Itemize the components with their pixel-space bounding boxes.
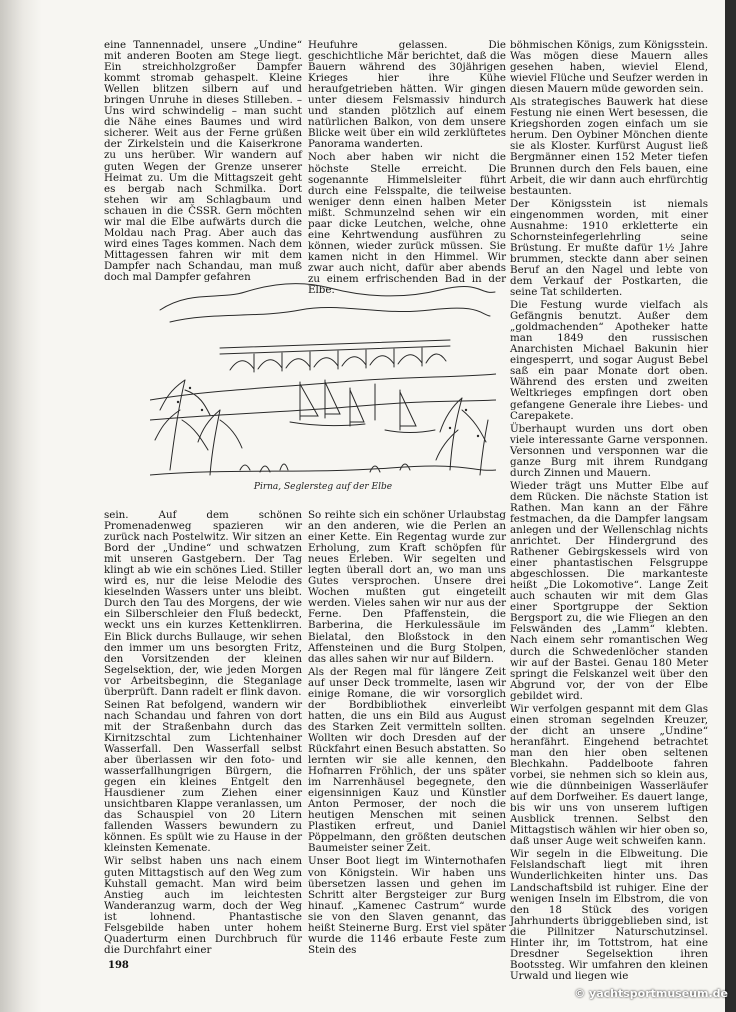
book-gutter <box>0 0 42 1012</box>
column-left-top <box>104 40 302 285</box>
paragraph: Wir verfolgen gespannt mit dem Glas einen stroman segelnden Kreuzer, der dicht an unsere „Undine“ heranfährt. Eingehend betrachtet man den hier oben seltenen Blechkahn. Paddelboote fahren vorbei, sie nehmen sich so klein aus, wie die dünnbeinigen Wasserläufer auf dem Dorfweiher. Es dauert lange, bis wir uns von unserem luftigen Ausblick trennen. Selbst den Mittagstisch wählen wir hier oben so, daß unser Auge weit schweifen kann. <box>510 702 708 848</box>
page-number: 198 <box>108 960 129 971</box>
illustration-pirna <box>150 270 496 492</box>
figure-caption: Pirna, Seglersteg auf der Elbe <box>253 482 393 492</box>
column-middle-top <box>308 40 506 298</box>
paragraph: Unser Boot liegt im Winternothafen von Königstein. Wir haben uns übersetzen lassen und gehen im Schritt alter Bergsteiger zur Burg hinauf. „Kamenec Castrum“ wurde sie von den Slaven genannt, das heißt Steinerne Burg. Erst viel später wurde die 1146 erbaute Feste zum Stein des <box>308 855 506 956</box>
paragraph: Die Festung wurde vielfach als Gefängnis benutzt. Außer dem „goldmachenden“ Apotheker hatte man 1849 den russischen Anarchisten Michael Bakunin hier eingesperrt, und sogar August Bebel saß ein paar Monate dort oben. Während des ersten und zweiten Weltkrieges empfingen dort oben gefangene Generale ihre Liebes- und Carepakete. <box>510 299 708 422</box>
paragraph: eine Tannennadel, unsere „Undine“ mit anderen Booten am Stege liegt. Ein streichholzgroßer Dampfer kommt stromab gehaspelt. Kleine Wellen blitzen silbern auf und bringen Unruhe in dieses Stilleben. – Uns wird schwindelig – man sucht die Nähe eines Baumes und wird sicherer. Weit aus der Ferne grüßen der Zirkelstein und die Kaiserkrone zu uns herüber. Wir wandern auf guten Wegen der Grenze unserer Heimat zu. Um die Mittagszeit geht es bergab nach Schmilka. Dort stehen wir am Schlagbaum und schauen in die ČSSR. Gern möchten wir mal die Elbe aufwärts durch die Moldau nach Prag. Aber auch das wird eines Tages kommen. Nach dem Mittagessen fahren wir mit dem Dampfer nach Schandau, man muß doch mal Dampfer gefahren <box>104 39 302 283</box>
paragraph: Als strategisches Bauwerk hat diese Festung nie einen Wert besessen, die Kriegshorden zogen einfach um sie herum. Den Oybiner Mönchen diente sie als Kloster. Kurfürst August ließ Bergmänner einen 152 Meter tiefen Brunnen durch den Fels bauen, eine Arbeit, die wir dann auch ehrfürchtig bestaunten. <box>510 96 708 197</box>
paragraph: böhmischen Königs, zum Königsstein. Was mögen diese Mauern alles gesehen haben, wieviel Elend, wieviel Flüche und Seufzer werden in diesen Mauern müde geworden sein. <box>510 39 708 96</box>
paragraph: Der Königsstein ist niemals eingenommen worden, mit einer Ausnahme: 1910 erkletterte ein Schornsteinfegerlehrling seine Brüstung. Er mußte dafür 1½ Jahre brummen, steckte dann aber seinen Beruf an den Nagel und lebte von dem Verkauf der Postkarten, die seine Tat schilderten. <box>510 197 708 299</box>
paragraph: Wir selbst haben uns nach einem guten Mittagstisch auf den Weg zum Kuhstall gemacht. Man wird beim Anstieg auch im leichtesten Wanderanzug warm, doch der Weg ist lohnend. Phantastische Felsgebilde haben unter hohem Quaderturm einen Durchbruch für die Durchfahrt einer <box>104 855 302 956</box>
paragraph: sein. Auf dem schönen Promenadenweg spazieren wir zurück nach Postelwitz. Wir sitzen an Bord der „Undine“ und schwatzen mit unseren Gastgebern. Der Tag klingt ab wie ein schönes Lied. Stiller wird es, nur die leise Melodie des kieselnden Wassers unter uns bleibt. Durch den Tau des Morgens, der wie ein Silberschleier den Fluß bedeckt, weckt uns ein kurzes Kettenklirren. Ein Blick durchs Bullauge, wir sehen den immer um uns besorgten Fritz, den Vorsitzenden der kleinen Segelsektion, der, wie jeden Morgen vor Arbeitsbeginn, die Steganlage überprüft. Dann radelt er flink davon. <box>104 509 302 698</box>
paragraph: Wieder trägt uns Mutter Elbe auf dem Rücken. Die nächste Station ist Rathen. Man kann an der Fähre festmachen, da die Dampfer langsam anlegen und der Wellenschlag nichts anrichtet. Der Hindergrund des Rathener Gebirgskessels wird von einer phantastischen Felsgruppe abgeschlossen. Die markanteste heißt „Die Lokomotive“. Lange Zeit auch schauten wir mit dem Glas einer Sportgruppe der Sektion Bergsport zu, die wie Fliegen an den Felswänden des „Lamm“ klebten. Nach einem sehr romantischen Weg durch die Schwedenlöcher standen wir auf der Bastei. Genau 180 Meter springt die Felskanzel weit über den Abgrund vor, der von der Elbe gebildet wird. <box>510 479 708 702</box>
paragraph: So reihte sich ein schöner Urlaubstag an den anderen, wie die Perlen an einer Kette. Ein Regentag wurde zur Erholung, zum Kraft schöpfen für neues Erleben. Wir segelten und legten überall dort an, wo man uns Gutes versprochen. Unsere drei Wochen mußten gut eingeteilt werden. Vieles sahen wir nur aus der Ferne. Den Pfaffenstein, die Barberina, die Herkulessäule im Bielatal, den Bloßstock in den Affensteinen und die Burg Stolpen, das alles sahen wir nur auf Bildern. <box>308 509 506 665</box>
column-left-bottom <box>104 510 302 958</box>
paragraph: Als der Regen mal für längere Zeit auf unser Deck trommelte, lasen wir einige Romane, die wir vorsorglich der Bordbibliothek einverleibt hatten, die uns ein Bild aus August des Starken Zeit vermitteln sollten. Wollten wir doch Dresden auf der Rückfahrt einen Besuch abstatten. So lernten wir sie alle kennen, den Hofnarren Fröhlich, der uns später im Narrenhäusel begegnete, den eigensinnigen Kauz und Künstler Anton Permoser, der noch die heutigen Menschen mit seinen Plastiken erfreut, und Daniel Pöppelmann, den größten deutschen Baumeister seiner Zeit. <box>308 665 506 855</box>
column-right <box>510 40 708 984</box>
paragraph: Seinen Rat befolgend, wandern wir nach Schandau und fahren von dort mit der Straßenbahn durch das Kirnitzschtal zum Lichtenhainer Wasserfall. Den Wasserfall selbst aber überlassen wir den foto- und wasserfallhungrigen Bürgern, die gegen ein kleines Entgelt den Hausdiener zum Ziehen einer unsichtbaren Klappe veranlassen, um das Schauspiel von 20 Litern fallenden Wassers bewundern zu können. Es spült wie zu Hause in der kleinsten Kemenate. <box>104 698 302 855</box>
copyright-watermark: © yachtsportmuseum.de <box>574 987 728 1000</box>
sketch-drawing <box>150 270 496 482</box>
paragraph: Heufuhre gelassen. Die geschichtliche Mär berichtet, daß die Bauern während des 30jährigen Krieges hier ihre Kühe heraufgetrieben hätten. Wir gingen unter diesem Felsmassiv hindurch und standen plötzlich auf einem natürlichen Balkon, von dem unsere Blicke weit über ein wild zerklüftetes Panorama wanderten. <box>308 39 506 151</box>
paragraph: Noch aber haben wir nicht die höchste Stelle erreicht. Die sogenannte Himmelsleiter führt durch eine Felsspalte, die teilweise weniger denn einen halben Meter mißt. Schmunzelnd sehen wir ein paar dicke Leutchen, welche, ohne eine Kehrtwendung ausführen zu können, wieder zurück müssen. Sie kamen nicht in den Himmel. Wir zwar auch nicht, dafür aber abends zu einem erfrischenden Bad in der Elbe. <box>308 151 506 297</box>
paragraph: Wir segeln in die Elbweitung. Die Felslandschaft liegt mit ihren Wunderlichkeiten hinter uns. Das Landschaftsbild ist ruhiger. Eine der wenigen Inseln im Elbstrom, die von den 18 Stück des vorigen Jahrhunderts übriggeblieben sind, ist die Pillnitzer Naturschutzinsel. Hinter ihr, im Tottstrom, hat eine Dresdner Segelsektion ihren Bootssteg. Wir umfahren den kleinen Urwald und liegen wie <box>510 848 708 982</box>
paragraph: Überhaupt wurden uns dort oben viele interessante Garne versponnen. Versonnen und versponnen war die ganze Burg mit ihrem Rundgang durch Zinnen und Mauern. <box>510 422 708 479</box>
column-middle-bottom <box>308 510 506 958</box>
